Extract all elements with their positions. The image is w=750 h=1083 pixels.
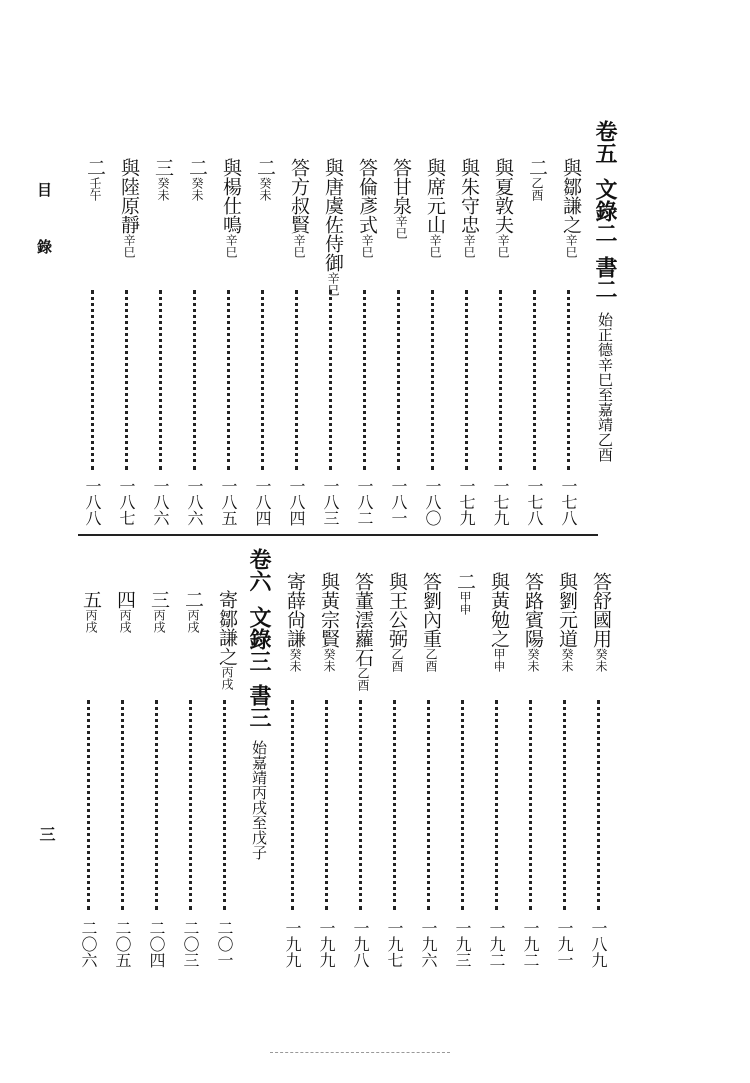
dot-leader	[393, 700, 396, 910]
entry-page-number: 一七八	[525, 478, 544, 526]
entry-date: 辛巳	[360, 234, 374, 258]
entry-title: 寄鄒謙之	[216, 590, 238, 666]
entry-title: 與席元山	[424, 158, 446, 234]
entry-title: 與王公弼	[386, 572, 408, 648]
toc-entry	[524, 158, 546, 201]
toc-entry	[350, 572, 372, 691]
toc-entry	[422, 158, 444, 258]
entry-date: 辛巳	[428, 234, 442, 258]
entry-title: 四	[114, 590, 136, 609]
dot-leader	[495, 700, 498, 910]
entry-page-number: 一九二	[487, 920, 506, 968]
entry-date: 丙戌	[152, 609, 166, 633]
toc-entry	[418, 572, 440, 672]
vol6-sub: 書三	[246, 684, 272, 728]
page-number: 三	[37, 826, 56, 842]
entry-date: 辛巳	[326, 272, 340, 296]
dot-leader	[427, 700, 430, 910]
entry-title: 與夏敦夫	[492, 158, 514, 234]
entry-page-number: 二〇一	[215, 920, 234, 968]
entry-page-number: 一八二	[355, 478, 374, 526]
entry-page-number: 一八九	[589, 920, 608, 968]
entry-page-number: 一九六	[419, 920, 438, 968]
toc-entry	[320, 158, 342, 296]
entry-title: 答倫彥式	[356, 158, 378, 234]
vol5-heading	[590, 120, 616, 462]
toc-entry	[452, 572, 474, 615]
vol6-section: 文錄三	[246, 606, 272, 672]
dot-leader	[291, 700, 294, 910]
entry-page-number: 一九一	[555, 920, 574, 968]
entry-date: 壬午	[88, 177, 102, 201]
entry-title: 與劉元道	[556, 572, 578, 648]
entry-date: 癸未	[190, 177, 204, 201]
entry-title: 寄薛尙謙	[284, 572, 306, 648]
dot-leader	[325, 700, 328, 910]
entry-date: 丙戌	[220, 666, 234, 690]
dot-leader	[155, 700, 158, 910]
entry-title: 答董澐蘿石	[352, 572, 374, 667]
entry-page-number: 一八三	[321, 478, 340, 526]
entry-title: 與朱守忠	[458, 158, 480, 234]
toc-entry	[490, 158, 512, 258]
entry-date: 辛巳	[122, 234, 136, 258]
entry-page-number: 一九二	[521, 920, 540, 968]
entry-page-number: 一八七	[117, 478, 136, 526]
entry-title: 二	[526, 158, 548, 177]
toc-entry	[150, 158, 172, 201]
entry-page-number: 一八六	[151, 478, 170, 526]
toc-entry	[520, 572, 542, 672]
dot-leader	[567, 290, 570, 470]
dot-leader	[563, 700, 566, 910]
dot-leader	[91, 290, 94, 470]
entry-date: 丙戌	[118, 609, 132, 633]
entry-date: 丙戌	[186, 609, 200, 633]
dot-leader	[499, 290, 502, 470]
running-title: 目錄	[35, 182, 53, 296]
toc-entry	[116, 158, 138, 258]
toc-entry	[316, 572, 338, 672]
entry-date: 辛巳	[462, 234, 476, 258]
vol6-heading	[244, 548, 270, 860]
entry-page-number: 一七九	[457, 478, 476, 526]
entry-page-number: 一八一	[389, 478, 408, 526]
entry-title: 三	[152, 158, 174, 177]
entry-date: 辛巳	[224, 234, 238, 258]
entry-title: 與黃勉之	[488, 572, 510, 648]
dot-leader	[121, 700, 124, 910]
toc-entry	[282, 572, 304, 672]
entry-page-number: 一九七	[385, 920, 404, 968]
entry-title: 二	[186, 158, 208, 177]
entry-title: 三	[148, 590, 170, 609]
toc-entry	[112, 590, 134, 633]
entry-title: 答劉內重	[420, 572, 442, 648]
toc-entry	[252, 158, 274, 201]
vol6-note: 始嘉靖丙戌至戊子	[250, 740, 268, 860]
entry-date: 癸未	[594, 648, 608, 672]
entry-date: 癸未	[560, 648, 574, 672]
entry-date: 乙酉	[390, 648, 404, 672]
vol5-volume: 卷五	[592, 120, 618, 164]
entry-date: 癸未	[258, 177, 272, 201]
toc-entry	[588, 572, 610, 672]
toc-entry	[554, 572, 576, 672]
dot-leader	[533, 290, 536, 470]
dot-leader	[295, 290, 298, 470]
entry-page-number: 一八四	[253, 478, 272, 526]
entry-title: 答路賓陽	[522, 572, 544, 648]
entry-title: 二	[84, 158, 106, 177]
toc-entry	[486, 572, 508, 672]
entry-title: 與陸原靜	[118, 158, 140, 234]
entry-date: 癸未	[156, 177, 170, 201]
entry-date: 辛巳	[496, 234, 510, 258]
entry-date: 乙酉	[424, 648, 438, 672]
dot-leader	[397, 290, 400, 470]
entry-page-number: 一八六	[185, 478, 204, 526]
entry-page-number: 一八四	[287, 478, 306, 526]
dot-leader	[359, 700, 362, 910]
entry-page-number: 一八〇	[423, 478, 442, 526]
dot-leader	[461, 700, 464, 910]
vol5-section: 文錄二	[592, 178, 618, 244]
entry-page-number: 二〇五	[113, 920, 132, 968]
dot-leader	[227, 290, 230, 470]
entry-date: 甲申	[492, 648, 506, 672]
entry-title: 與黃宗賢	[318, 572, 340, 648]
dot-leader	[159, 290, 162, 470]
vol6-volume: 卷六	[246, 548, 272, 592]
dot-leader	[329, 290, 332, 470]
entry-title: 答舒國用	[590, 572, 612, 648]
toc-entry	[384, 572, 406, 672]
entry-date: 甲申	[458, 591, 472, 615]
toc-entry	[456, 158, 478, 258]
toc-entry	[82, 158, 104, 201]
entry-title: 二	[254, 158, 276, 177]
entry-date: 丙戌	[84, 609, 98, 633]
entry-date: 辛巳	[564, 234, 578, 258]
entry-page-number: 二〇六	[79, 920, 98, 968]
dot-leader	[465, 290, 468, 470]
dot-leader	[189, 700, 192, 910]
dot-leader	[87, 700, 90, 910]
entry-page-number: 一八五	[219, 478, 238, 526]
entry-date: 辛巳	[394, 215, 408, 239]
entry-title: 答甘泉	[390, 158, 412, 215]
dot-leader	[363, 290, 366, 470]
toc-entry	[78, 590, 100, 633]
entry-title: 與鄒謙之	[560, 158, 582, 234]
vol5-sub: 書二	[592, 256, 618, 300]
dot-leader	[597, 700, 600, 910]
dot-leader	[125, 290, 128, 470]
entry-page-number: 一九八	[351, 920, 370, 968]
toc-entry	[354, 158, 376, 258]
entry-title: 二	[182, 590, 204, 609]
dot-leader	[431, 290, 434, 470]
section-divider	[78, 534, 598, 536]
toc-entry	[388, 158, 410, 239]
toc-entry	[218, 158, 240, 258]
entry-date: 癸未	[322, 648, 336, 672]
entry-title: 二	[454, 572, 476, 591]
entry-page-number: 一九三	[453, 920, 472, 968]
dot-leader	[529, 700, 532, 910]
entry-page-number: 二〇四	[147, 920, 166, 968]
entry-date: 辛巳	[292, 234, 306, 258]
toc-entry	[286, 158, 308, 258]
dot-leader	[193, 290, 196, 470]
entry-page-number: 一七九	[491, 478, 510, 526]
entry-page-number: 一九九	[283, 920, 302, 968]
entry-title: 答方叔賢	[288, 158, 310, 234]
entry-date: 乙酉	[530, 177, 544, 201]
toc-entry	[558, 158, 580, 258]
entry-page-number: 二〇三	[181, 920, 200, 968]
entry-page-number: 一七八	[559, 478, 578, 526]
toc-entry	[184, 158, 206, 201]
entry-title: 五	[80, 590, 102, 609]
toc-entry	[180, 590, 202, 633]
footer-rule	[270, 1052, 450, 1053]
toc-entry	[214, 590, 236, 690]
toc-entry	[146, 590, 168, 633]
dot-leader	[261, 290, 264, 470]
entry-date: 癸未	[288, 648, 302, 672]
dot-leader	[223, 700, 226, 910]
entry-page-number: 一九九	[317, 920, 336, 968]
entry-title: 與楊仕鳴	[220, 158, 242, 234]
entry-title: 與唐虞佐侍御	[322, 158, 344, 272]
entry-page-number: 一八八	[83, 478, 102, 526]
entry-date: 癸未	[526, 648, 540, 672]
entry-date: 乙酉	[356, 667, 370, 691]
vol5-note: 始正德辛巳至嘉靖乙酉	[596, 312, 614, 462]
